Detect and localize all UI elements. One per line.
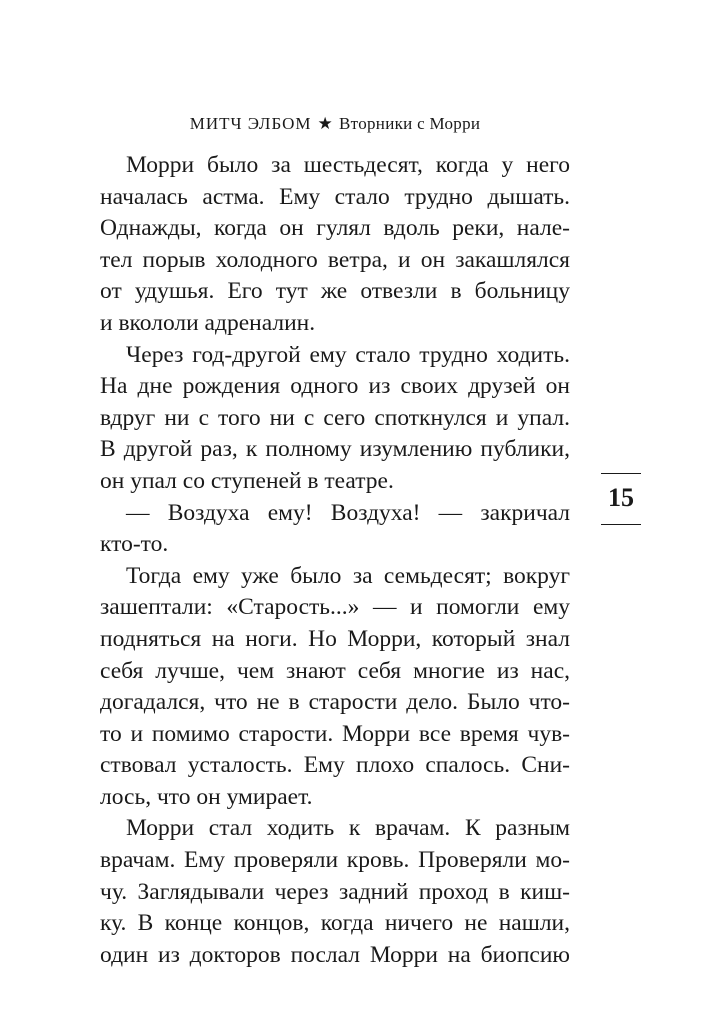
- text-line: один из докторов послал Морри на биопсию: [100, 941, 570, 968]
- text-line: кто-то.: [100, 531, 169, 558]
- text-line: вдруг ни с того ни с сего споткнулся и упал.: [100, 404, 570, 431]
- star-icon: ★: [317, 114, 334, 133]
- text-line: чу. Заглядывали через задний проход в киш-: [100, 878, 570, 905]
- text-line: от удушья. Его тут же отвезли в больницу: [100, 278, 570, 305]
- text-line: подняться на ноги. Но Морри, который знал: [100, 625, 570, 652]
- text-line: Морри было за шестьдесят, когда у него: [126, 152, 570, 178]
- text-line: В другой раз, к полному изумлению публики,: [100, 436, 570, 463]
- text-line: врачам. Ему проверяли кровь. Проверяли мо-: [100, 847, 570, 874]
- text-line: то и помимо старости. Морри все время чув-: [100, 720, 570, 747]
- text-line: лось, что он умирает.: [100, 783, 313, 810]
- text-line: — Воздуха ему! Воздуха! — закричал: [126, 499, 570, 526]
- text-line: ку. В конце концов, когда ничего не нашли,: [100, 910, 570, 937]
- body-text: [100, 150, 570, 971]
- text-line: Через год-другой ему стало трудно ходить.: [126, 341, 570, 368]
- text-line: и вкололи адреналин.: [100, 309, 316, 336]
- text-line: Однажды, когда он гулял вдоль реки, нале-: [100, 215, 570, 242]
- text-line: Тогда ему уже было за семьдесят; вокруг: [126, 562, 570, 589]
- text-line: На дне рождения одного из своих друзей он: [100, 373, 570, 400]
- running-header: [100, 114, 570, 134]
- text-line: себя лучше, чем знают себя многие из нас,: [100, 657, 570, 684]
- text-line: Морри стал ходить к врачам. К разным: [126, 815, 570, 842]
- text-line: тел порыв холодного ветра, и он закашлялся: [100, 246, 570, 273]
- header-book-title: Вторники с Морри: [339, 114, 481, 133]
- text-line: началась астма. Ему стало трудно дышать.: [100, 183, 570, 210]
- text-line: догадался, что не в старости дело. Было что-: [100, 689, 570, 716]
- page-number: 15: [608, 483, 634, 512]
- header-author: МИТЧ ЭЛБОМ: [189, 114, 312, 133]
- text-line: ствовал усталость. Ему плохо спалось. Сни-: [100, 752, 570, 779]
- text-line: зашептали: «Старость...» — и помогли ему: [100, 594, 570, 621]
- text-line: он упал со ступеней в театре.: [100, 467, 394, 494]
